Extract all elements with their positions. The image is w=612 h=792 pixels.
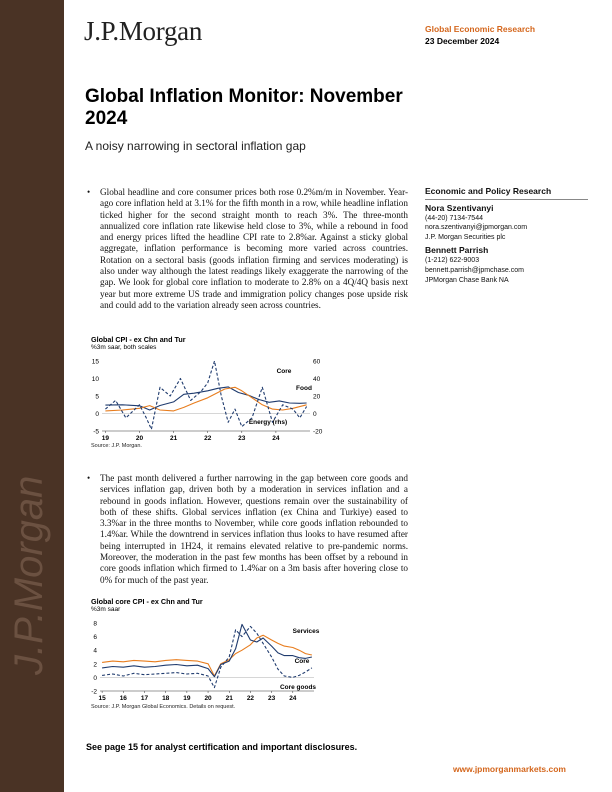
header-meta bbox=[425, 24, 595, 46]
analyst-email[interactable]: bennett.parrish@jpmchase.com bbox=[425, 266, 524, 274]
bullet-icon: • bbox=[87, 187, 91, 197]
analyst-firm: JPMorgan Chase Bank NA bbox=[425, 276, 509, 284]
chart-plot bbox=[88, 353, 338, 453]
chart-source: Source: J.P. Morgan. bbox=[91, 443, 142, 449]
series-line-services bbox=[102, 635, 312, 676]
x-tick-label: 19 bbox=[183, 695, 191, 702]
chart-source: Source: J.P. Morgan Global Economics. Details on request. bbox=[91, 704, 236, 710]
x-tick-label: 20 bbox=[135, 435, 144, 442]
series-annotation: Core bbox=[276, 368, 292, 375]
report-date: 23 December 2024 bbox=[425, 36, 500, 46]
series-annotation: Core bbox=[294, 658, 310, 665]
y-right-tick-label: 40 bbox=[313, 376, 321, 383]
y-right-tick-label: 0 bbox=[313, 411, 317, 418]
y-tick-label: 0 bbox=[95, 411, 99, 418]
page-subtitle: A noisy narrowing in sectoral inflation gap bbox=[85, 139, 306, 153]
x-tick-label: 19 bbox=[101, 435, 110, 442]
x-tick-label: 24 bbox=[289, 695, 297, 702]
y-right-tick-label: 20 bbox=[313, 393, 321, 401]
analyst-sidebar bbox=[425, 187, 588, 285]
series-annotation: Food bbox=[296, 385, 312, 392]
bullet-icon: • bbox=[87, 473, 91, 483]
y-tick-label: 15 bbox=[91, 358, 99, 366]
y-tick-label: 0 bbox=[93, 674, 97, 682]
chart-global-cpi bbox=[88, 335, 338, 458]
disclosure-note: See page 15 for analyst certification and important disclosures. bbox=[86, 742, 358, 752]
analyst-phone: (44-20) 7134-7544 bbox=[425, 214, 483, 222]
paragraph-2-text: The past month delivered a further narrowing in the gap between core goods and services inflation gap, driven both by a moderation in services inflation and a rebound in goods inflation. However, questions remain over the sustainability of both of these shifts. Global services inflation (ex China and Turkiye) eased to 3.3%ar in the three months to November, while core goods inflation rebounded to 1.4%ar. While the downtrend in services inflation thus looks to have resumed after being interrupted in 1H24, it remains elevated relative to pre-pandemic norms. Moreover, the moderation in the past few months has been offset by a rebound in core goods inflation which firmed to 1.4%ar on a 3m basis after hovering close to 0% for much of the past year. bbox=[100, 473, 408, 585]
y-tick-label: 8 bbox=[93, 620, 97, 628]
watermark-logo bbox=[6, 460, 58, 680]
y-right-tick-label: -20 bbox=[313, 428, 323, 436]
paragraph-1 bbox=[87, 187, 408, 311]
chart-subtitle: %3m saar bbox=[91, 606, 121, 613]
x-tick-label: 23 bbox=[238, 435, 246, 442]
x-tick-label: 22 bbox=[204, 435, 212, 442]
analyst-email[interactable]: nora.szentivanyi@jpmorgan.com bbox=[425, 224, 528, 232]
y-right-tick-label: 60 bbox=[313, 358, 321, 366]
x-tick-label: 21 bbox=[169, 435, 178, 442]
chart-title: Global CPI - ex Chn and Tur bbox=[91, 335, 186, 344]
website-link[interactable]: www.jpmorganmarkets.com bbox=[452, 764, 566, 774]
page-title: Global Inflation Monitor: November 2024 bbox=[85, 86, 403, 129]
y-tick-label: 5 bbox=[95, 393, 99, 401]
chart-subtitle: %3m saar, both scales bbox=[91, 344, 157, 351]
analyst-name: Bennett Parrish bbox=[425, 245, 489, 256]
analyst-firm: J.P. Morgan Securities plc bbox=[425, 233, 506, 241]
y-tick-label: -2 bbox=[91, 688, 97, 696]
y-tick-label: -5 bbox=[93, 428, 99, 436]
sidebar-heading: Economic and Policy Research bbox=[425, 187, 588, 200]
x-tick-label: 23 bbox=[268, 695, 276, 702]
series-annotation: Energy (rhs) bbox=[248, 419, 288, 426]
series-annotation: Services bbox=[292, 628, 320, 635]
x-tick-label: 22 bbox=[246, 695, 255, 702]
analyst-phone: (1-212) 622-9003 bbox=[425, 257, 480, 265]
series-line-core-goods bbox=[102, 626, 312, 687]
chart-plot bbox=[88, 615, 338, 715]
y-tick-label: 4 bbox=[93, 647, 97, 655]
x-tick-label: 20 bbox=[204, 695, 212, 702]
x-tick-label: 24 bbox=[272, 435, 280, 442]
x-tick-label: 15 bbox=[98, 695, 106, 702]
x-tick-label: 21 bbox=[225, 695, 233, 702]
analyst-name: Nora Szentivanyi bbox=[425, 202, 494, 213]
svg-text:J.P.Morgan: J.P.Morgan bbox=[7, 475, 51, 675]
series-line-core bbox=[102, 624, 312, 676]
brand-sidebar bbox=[0, 0, 64, 792]
x-tick-label: 17 bbox=[140, 695, 149, 702]
chart-title: Global core CPI - ex Chn and Tur bbox=[91, 597, 203, 606]
paragraph-2 bbox=[87, 473, 408, 586]
y-tick-label: 2 bbox=[93, 661, 97, 669]
paragraph-1-text: Global headline and core consumer prices both rose 0.2%m/m in November. Year-ago core inflation held at 3.1% for the fifth month in a row, while headline inflation ticked higher for the second straight month to reach 3%. The three-month annualized core inflation rate likewise held close to 3%, while a rebound in food and energy prices lifted the headline CPI rate to 2.8%ar. Against a sticky global aggregate, inflation performance is becoming more varied across countries. Rotation on a sectoral basis (goods inflation firming and services moderating) is also under way although the latest readings likely exaggerate the narrowing of the gap. We look for global core inflation to moderate to 2.8% on a 4Q/4Q basis next year but more extreme US trade and immigration policy changes pose upside risk and could add to the variation already seen across countries. bbox=[100, 187, 408, 310]
x-tick-label: 18 bbox=[162, 695, 170, 702]
research-label: Global Economic Research bbox=[425, 24, 536, 34]
x-tick-label: 16 bbox=[119, 695, 127, 702]
chart-global-core-cpi bbox=[88, 597, 338, 714]
y-tick-label: 6 bbox=[93, 634, 97, 642]
series-annotation: Core goods bbox=[279, 684, 317, 691]
y-tick-label: 10 bbox=[91, 376, 99, 383]
jpmorgan-logo[interactable]: J.P.Morgan bbox=[84, 16, 203, 46]
